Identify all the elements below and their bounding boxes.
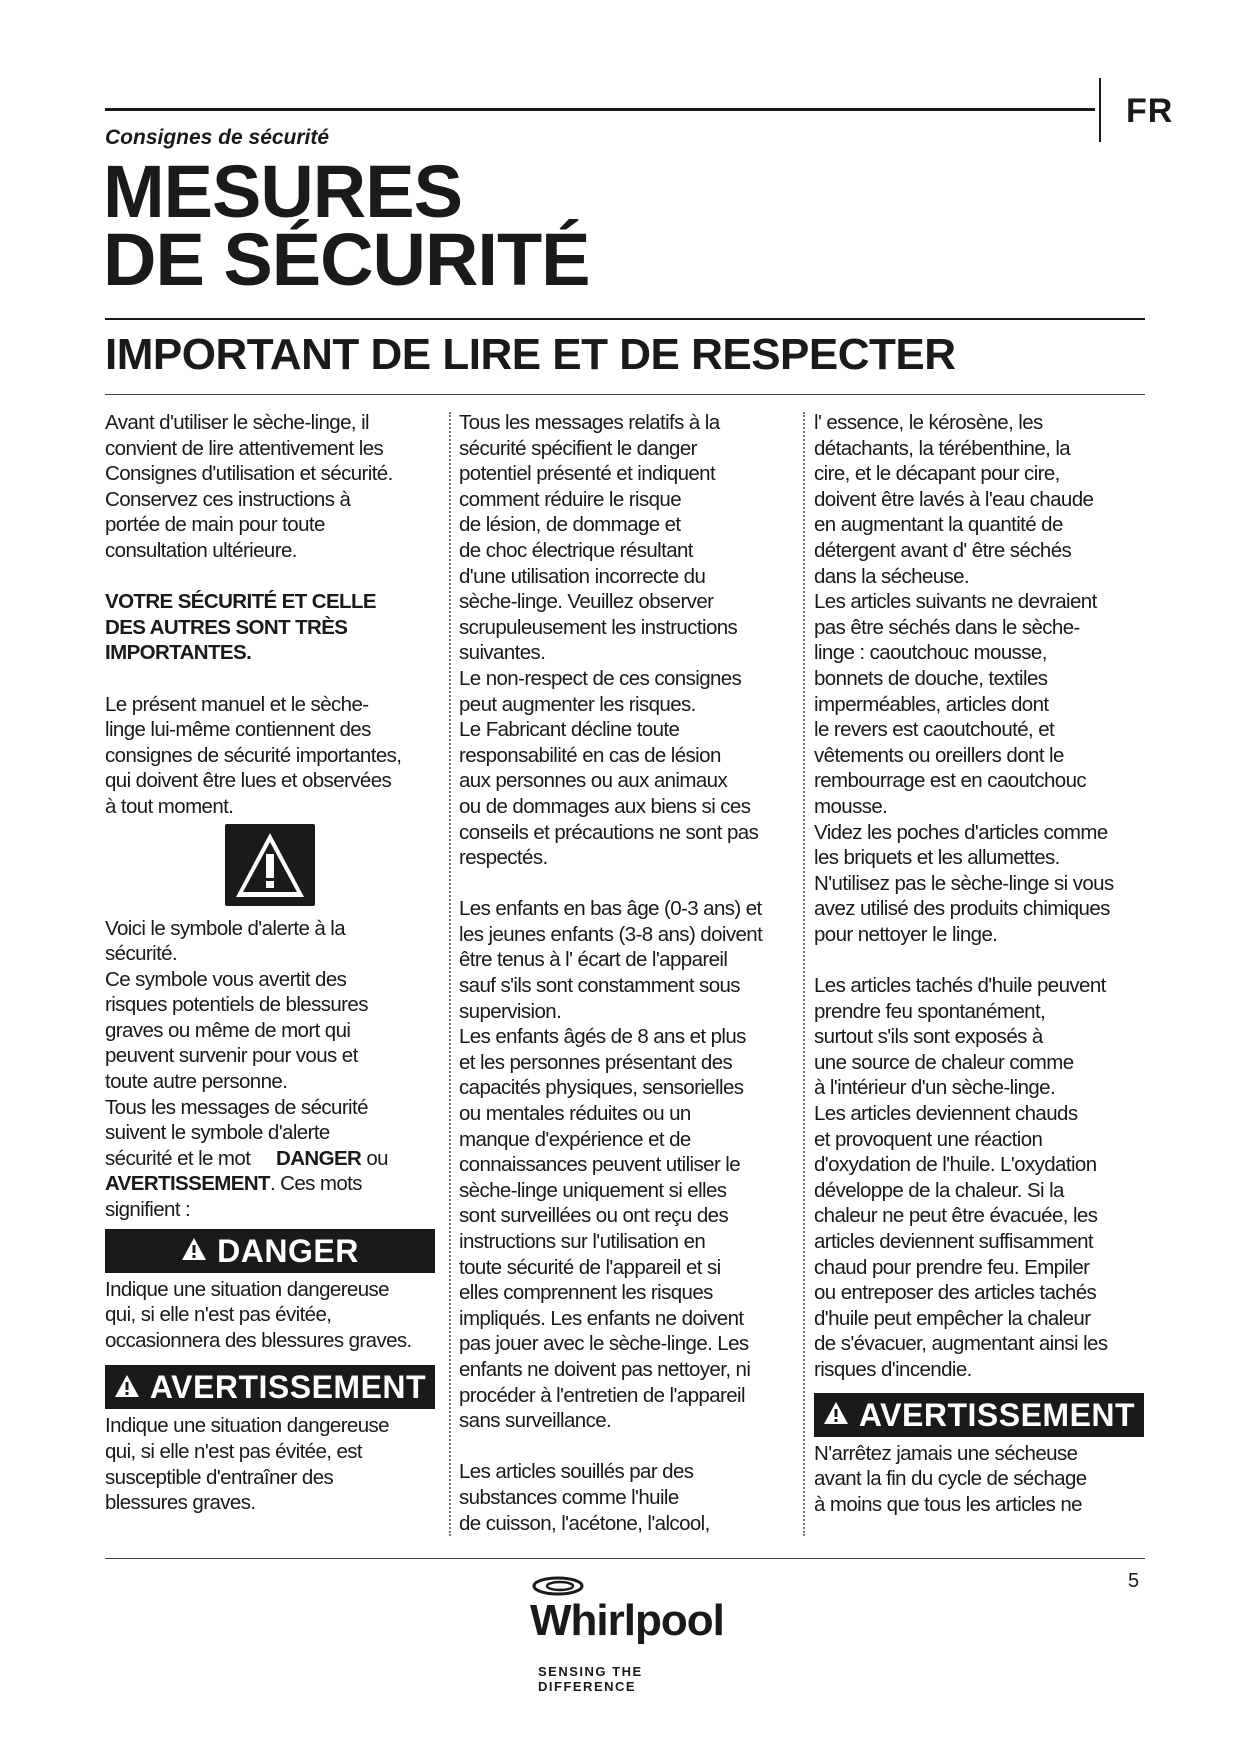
text-line: aux personnes ou aux animaux xyxy=(459,769,728,793)
text-line: Les articles souillés par des xyxy=(459,1460,694,1484)
logo-swirl-icon xyxy=(530,1574,590,1598)
text-line: chaleur ne peut être évacuée, les xyxy=(814,1204,1098,1228)
title-line-1: MESURES xyxy=(103,150,462,233)
text-line: doivent être lavés à l'eau chaude xyxy=(814,487,1094,511)
warning-label: AVERTISSEMENT xyxy=(149,1369,427,1406)
text-line: peuvent survenir pour vous et xyxy=(105,1044,358,1068)
text-line: Conservez ces instructions à xyxy=(105,487,351,511)
text-line: Ce symbole vous avertit des xyxy=(105,967,347,991)
language-separator xyxy=(1099,78,1101,142)
text-line: Les articles suivants ne devraient xyxy=(814,590,1097,614)
text-line: de cuisson, l'acétone, l'alcool, xyxy=(459,1511,710,1535)
text-line: dans la sécheuse. xyxy=(814,564,970,588)
text-line: N'utilisez pas le sèche-linge si vous xyxy=(814,871,1114,895)
text-line: Le présent manuel et le sèche- xyxy=(105,692,369,716)
warning-word-line xyxy=(105,1171,441,1197)
column-3 xyxy=(814,410,1154,1517)
title-rule xyxy=(105,318,1145,320)
text-line: articles deviennent suffisamment xyxy=(814,1230,1093,1253)
text-line: avez utilisé des produits chimiques xyxy=(814,897,1110,921)
text-line: DES AUTRES SONT TRÈS xyxy=(105,615,348,639)
solvents-paragraph xyxy=(814,410,1154,947)
warning-banner xyxy=(105,1365,435,1409)
text-line: les briquets et les allumettes. xyxy=(814,846,1060,870)
text-line: linge lui-même contiennent des xyxy=(105,718,371,742)
text-line: blessures graves. xyxy=(105,1491,256,1515)
warning-description xyxy=(105,1413,441,1515)
text-line: détachants, la térébenthine, la xyxy=(814,436,1071,460)
whirlpool-logo xyxy=(530,1574,730,1694)
safety-alert-symbol-icon xyxy=(225,824,315,906)
manual-paragraph xyxy=(105,692,441,820)
text-line: substances comme l'huile xyxy=(459,1485,679,1509)
soiled-articles-paragraph xyxy=(459,1459,799,1536)
text-line: pas être séchés dans le sèche- xyxy=(814,615,1080,639)
text-line: elles comprennent les risques xyxy=(459,1281,713,1305)
text-line: suivantes. xyxy=(459,641,546,665)
safety-messages-paragraph xyxy=(459,410,799,871)
text-line: sans surveillance. xyxy=(459,1409,612,1433)
text-line: responsabilité en cas de lésion xyxy=(459,743,721,767)
text-line: sont surveillées ou ont reçu des xyxy=(459,1204,729,1228)
text-line: et les personnes présentant des xyxy=(459,1050,733,1074)
text-line: comment réduire le risque xyxy=(459,487,681,511)
text-line: sécurité et le mot xyxy=(105,1146,251,1170)
text-line: qui doivent être lues et observées xyxy=(105,769,392,793)
page-subtitle: IMPORTANT DE LIRE ET DE RESPECTER xyxy=(105,330,956,379)
text-line: N'arrêtez jamais une sécheuse xyxy=(814,1441,1078,1465)
text-line: en augmentant la quantité de xyxy=(814,513,1063,537)
text-line: sauf s'ils sont constamment sous xyxy=(459,974,740,998)
text-line: potentiel présenté et indiquent xyxy=(459,462,716,486)
text-line: les jeunes enfants (3-8 ans) doivent xyxy=(459,922,763,946)
text-line: mousse. xyxy=(814,794,888,818)
text-line: Les articles tachés d'huile peuvent xyxy=(814,974,1106,998)
subtitle-rule xyxy=(105,394,1145,395)
text-line: connaissances peuvent utiliser le xyxy=(459,1153,741,1177)
warning-banner-2 xyxy=(814,1393,1144,1437)
text-line: prendre feu spontanément, xyxy=(814,999,1046,1023)
text-line: toute sécurité de l'appareil et si xyxy=(459,1255,721,1279)
text-line: Indique une situation dangereuse xyxy=(105,1414,389,1438)
text-line: sécurité spécifient le danger xyxy=(459,436,697,460)
meaning-text: signifient : xyxy=(105,1198,191,1222)
danger-word: DANGER xyxy=(276,1146,362,1170)
warning-triangle-icon xyxy=(181,1228,207,1272)
text-line: être tenus à l' écart de l'appareil xyxy=(459,948,728,972)
page-title xyxy=(103,150,590,301)
text-line: pas jouer avec le sèche-linge. Les xyxy=(459,1332,749,1356)
text-line: qui, si elle n'est pas évitée, est xyxy=(105,1440,363,1463)
text-line: une source de chaleur comme xyxy=(814,1050,1074,1074)
oil-stains-paragraph xyxy=(814,973,1154,1383)
brand-tagline: SENSING THE DIFFERENCE xyxy=(538,1664,643,1694)
text-line: à l'intérieur d'un sèche-linge. xyxy=(814,1076,1056,1100)
danger-description xyxy=(105,1277,441,1354)
danger-label: DANGER xyxy=(217,1232,359,1269)
text-line: sèche-linge. Veuillez observer xyxy=(459,590,714,614)
text-line: sèche-linge uniquement si elles xyxy=(459,1178,727,1202)
text-line: Indique une situation dangereuse xyxy=(105,1277,389,1301)
column-1 xyxy=(105,410,441,1516)
text-line: ou entreposer des articles tachés xyxy=(814,1281,1097,1305)
text-line: Tous les messages de sécurité xyxy=(105,1095,368,1119)
text-line: pour nettoyer le linge. xyxy=(814,922,998,946)
text-line: le revers est caoutchouté, et xyxy=(814,718,1055,742)
text-line: convient de lire attentivement les xyxy=(105,436,384,460)
column-2 xyxy=(459,410,799,1536)
these-words-text: . Ces mots xyxy=(269,1172,362,1196)
text-line: occasionnera des blessures graves. xyxy=(105,1328,412,1352)
safety-importance-heading xyxy=(105,589,441,666)
text-line: linge : caoutchouc mousse, xyxy=(814,641,1047,665)
text-line: qui, si elle n'est pas évitée, xyxy=(105,1303,332,1327)
intro-paragraph xyxy=(105,410,441,564)
text-line: d'oxydation de l'huile. L'oxydation xyxy=(814,1153,1097,1177)
title-line-2: DE SÉCURITÉ xyxy=(103,218,590,301)
text-line: enfants ne doivent pas nettoyer, ni xyxy=(459,1357,751,1381)
text-line: respectés. xyxy=(459,846,548,870)
text-line: IMPORTANTES. xyxy=(105,641,252,665)
text-line: rembourrage est en caoutchouc xyxy=(814,769,1087,793)
text-line: portée de main pour toute xyxy=(105,513,325,537)
text-line: d'huile peut empêcher la chaleur xyxy=(814,1306,1091,1330)
warning-label-2: AVERTISSEMENT xyxy=(858,1396,1136,1433)
text-line: capacités physiques, sensorielles xyxy=(459,1076,744,1100)
text-line: chaud pour prendre feu. Empiler xyxy=(814,1255,1090,1279)
text-line: cire, et le décapant pour cire, xyxy=(814,462,1060,486)
text-line: supervision. xyxy=(459,999,562,1023)
text-line: Le Fabricant décline toute xyxy=(459,718,680,742)
text-line: risques d'incendie. xyxy=(814,1357,972,1381)
text-line: instructions sur l'utilisation en xyxy=(459,1230,706,1253)
text-line: conseils et précautions ne sont pas xyxy=(459,820,759,844)
stop-dryer-paragraph xyxy=(814,1441,1154,1518)
text-line: à moins que tous les articles ne xyxy=(814,1492,1082,1516)
section-label: Consignes de sécurité xyxy=(105,126,330,149)
text-line: Consignes d'utilisation et sécurité. xyxy=(105,462,393,486)
text-line: imperméables, articles dont xyxy=(814,692,1049,716)
symbol-paragraph xyxy=(105,916,441,1172)
language-code: FR xyxy=(1126,92,1174,130)
text-line: Les articles deviennent chauds xyxy=(814,1102,1078,1126)
text-line: de choc électrique résultant xyxy=(459,538,693,562)
header-rule xyxy=(105,108,1095,111)
text-line: Videz les poches d'articles comme xyxy=(814,820,1108,844)
text-line: VOTRE SÉCURITÉ ET CELLE xyxy=(105,590,376,614)
text-line: graves ou même de mort qui xyxy=(105,1018,351,1042)
warning-triangle-icon xyxy=(114,1365,140,1409)
text-line: Le non-respect de ces consignes xyxy=(459,666,742,690)
text-line: développe de la chaleur. Si la xyxy=(814,1178,1064,1202)
text-line: toute autre personne. xyxy=(105,1070,288,1094)
text-line: d'une utilisation incorrecte du xyxy=(459,564,706,588)
text-line: ou de dommages aux biens si ces xyxy=(459,794,751,818)
text-line: vêtements ou oreillers dont le xyxy=(814,743,1064,767)
text-line: bonnets de douche, textiles xyxy=(814,666,1048,690)
text-line: à tout moment. xyxy=(105,794,234,818)
text-line: de lésion, de dommage et xyxy=(459,513,681,537)
text-line: surtout s'ils sont exposés à xyxy=(814,1025,1043,1049)
text-line: peut augmenter les risques. xyxy=(459,692,696,716)
text-line: l' essence, le kérosène, les xyxy=(814,411,1043,434)
text-line: Les enfants en bas âge (0-3 ans) et xyxy=(459,897,762,921)
text-line: et provoquent une réaction xyxy=(814,1127,1043,1151)
page-number: 5 xyxy=(1128,1570,1140,1592)
text-line: procéder à l'entretien de l'appareil xyxy=(459,1383,745,1407)
danger-banner xyxy=(105,1229,435,1273)
warning-word: AVERTISSEMENT xyxy=(105,1172,270,1196)
text-line: scrupuleusement les instructions xyxy=(459,615,738,639)
text-line: consignes de sécurité importantes, xyxy=(105,743,402,767)
text-line: suivent le symbole d'alerte xyxy=(105,1121,330,1145)
text-line: Les enfants âgés de 8 ans et plus xyxy=(459,1025,746,1049)
text-line: impliqués. Les enfants ne doivent xyxy=(459,1306,744,1330)
warning-triangle-icon xyxy=(823,1392,849,1436)
footer-rule xyxy=(105,1558,1145,1559)
text-line: Avant d'utiliser le sèche-linge, il xyxy=(105,411,369,434)
text-line: avant la fin du cycle de séchage xyxy=(814,1467,1087,1491)
text-line: sécurité. xyxy=(105,942,178,966)
or-word: ou xyxy=(361,1146,388,1170)
text-line: Voici le symbole d'alerte à la xyxy=(105,916,346,940)
column-separator-2 xyxy=(803,412,805,1536)
text-line: risques potentiels de blessures xyxy=(105,993,368,1017)
text-line: de s'évacuer, augmentant ainsi les xyxy=(814,1332,1108,1356)
text-line: susceptible d'entraîner des xyxy=(105,1465,334,1489)
text-line: manque d'expérience et de xyxy=(459,1127,691,1151)
text-line: consultation ultérieure. xyxy=(105,538,297,562)
children-paragraph xyxy=(459,896,799,1433)
brand-name: Whirlpool xyxy=(530,1596,724,1645)
text-line: Tous les messages relatifs à la xyxy=(459,411,720,434)
text-line: ou mentales réduites ou un xyxy=(459,1102,691,1126)
column-separator-1 xyxy=(449,412,451,1536)
text-line: détergent avant d' être séchés xyxy=(814,538,1072,562)
